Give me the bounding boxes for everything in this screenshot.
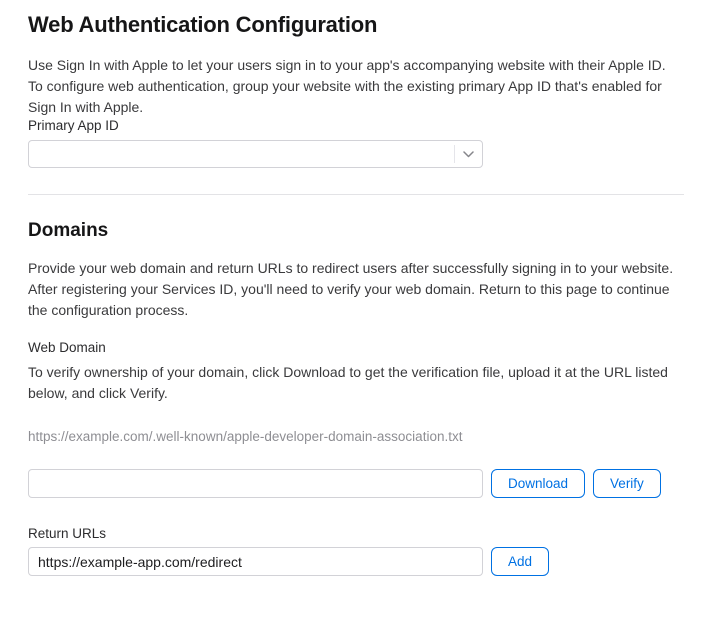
return-urls-input-row xyxy=(28,547,684,576)
web-domain-input-row xyxy=(28,469,684,498)
verification-url-text: https://example.com/.well-known/apple-developer-domain-association.txt xyxy=(28,429,463,444)
domains-description: Provide your web domain and return URLs to redirect users after successfully signing in to your website. After registering your Services ID, you'll need to verify your web domain. Return to this page to continue the configuration process. xyxy=(28,260,674,318)
return-urls-section xyxy=(28,526,684,576)
web-domain-section xyxy=(28,340,684,498)
add-button[interactable]: Add xyxy=(491,547,549,576)
web-domain-instructions: To verify ownership of your domain, click Download to get the verification file, upload it at the URL listed below, and click Verify. xyxy=(28,364,668,401)
section-divider xyxy=(28,194,684,195)
domains-section-title: Domains xyxy=(28,220,109,241)
download-button[interactable]: Download xyxy=(491,469,585,498)
intro-text: Use Sign In with Apple to let your users sign in to your app's accompanying website with their Apple ID. To configure web authentication, group your website with the existing primary App ID that's enabled for Sign In with Apple. xyxy=(28,57,666,115)
return-urls-label: Return URLs xyxy=(28,526,107,541)
web-domain-label: Web Domain xyxy=(28,340,106,355)
verify-button[interactable]: Verify xyxy=(593,469,661,498)
primary-app-id-select[interactable] xyxy=(28,140,483,168)
web-domain-input[interactable] xyxy=(28,469,483,498)
chevron-down-icon xyxy=(455,151,482,158)
page-title: Web Authentication Configuration xyxy=(28,12,378,37)
primary-app-id-label: Primary App ID xyxy=(28,118,119,133)
return-url-input[interactable] xyxy=(28,547,483,576)
primary-app-id-field xyxy=(28,118,684,168)
